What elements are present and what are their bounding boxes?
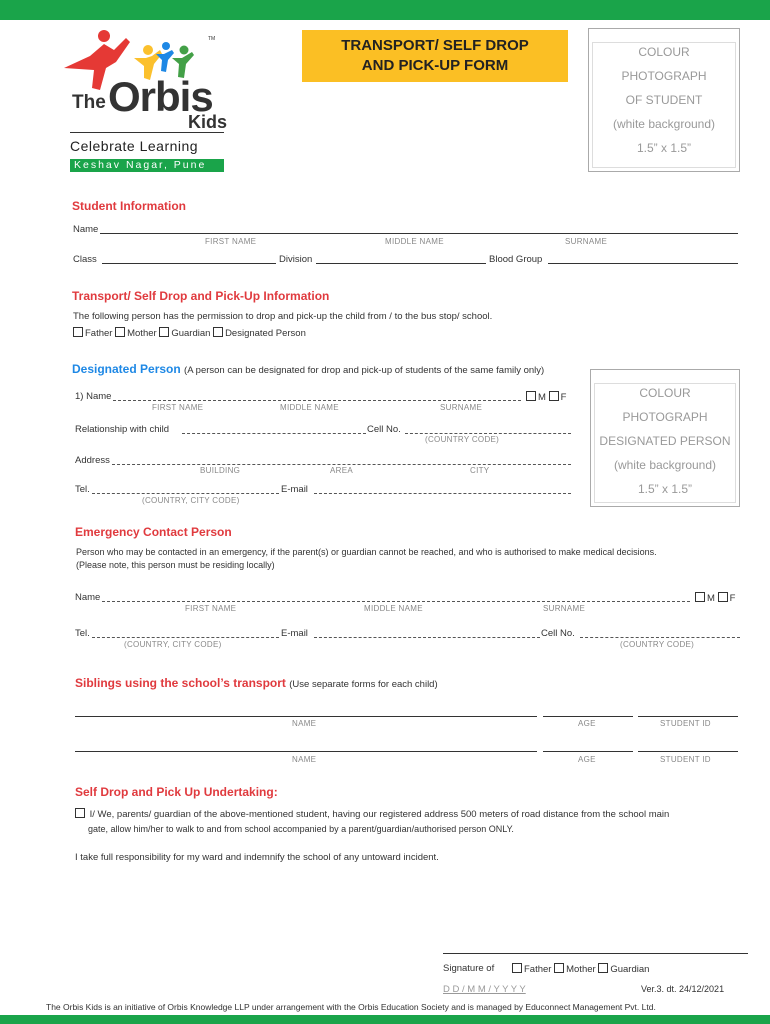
top-green-bar xyxy=(0,0,770,20)
logo-location: Keshav Nagar, Pune xyxy=(70,159,224,172)
emergency-name-label: Name xyxy=(75,592,101,603)
gender-m-checkbox[interactable] xyxy=(695,592,705,602)
photo-text: 1.5” x 1.5” xyxy=(636,141,692,155)
student-photo-box[interactable] xyxy=(588,28,740,172)
logo-text-orbis: Orbis xyxy=(108,73,213,120)
emergency-gender xyxy=(695,592,735,604)
gender-m-label: M xyxy=(538,392,546,403)
emergency-cell-label: Cell No. xyxy=(541,628,575,639)
age-caption: AGE xyxy=(578,755,596,764)
division-field[interactable] xyxy=(316,263,486,264)
designated-email-field[interactable] xyxy=(314,493,571,494)
option-father[interactable] xyxy=(73,328,112,339)
undertaking-heading: Self Drop and Pick Up Undertaking: xyxy=(75,785,278,799)
country-code-caption: (COUNTRY CODE) xyxy=(620,640,695,649)
undertaking-line1 xyxy=(75,808,669,820)
option-designated[interactable] xyxy=(213,328,306,339)
middle-name-caption: MIDDLE NAME xyxy=(385,237,444,246)
blood-group-field[interactable] xyxy=(548,263,738,264)
option-label: Father xyxy=(524,964,552,975)
emergency-heading: Emergency Contact Person xyxy=(75,525,232,539)
designated-gender xyxy=(526,391,566,403)
undertaking-text: I/ We, parents/ guardian of the above-mentioned student, having our registered address 500 meters of road distance from the school main xyxy=(89,809,670,820)
blood-group-label: Blood Group xyxy=(489,254,543,265)
country-city-code-caption: (COUNTRY, CITY CODE) xyxy=(124,640,222,649)
undertaking-text: gate, allow him/her to walk to and from school accompanied by a parent/guardian/authorised person ONLY. xyxy=(88,824,514,834)
option-label: Father xyxy=(85,328,113,339)
country-code-caption: (COUNTRY CODE) xyxy=(425,435,500,444)
name-caption: NAME xyxy=(292,755,317,764)
emergency-text: Person who may be contacted in an emergency, if the parent(s) or guardian cannot be reached, and who is authorised to make medical decisions. xyxy=(76,547,657,557)
gender-f-checkbox[interactable] xyxy=(718,592,728,602)
emergency-email-label: E-mail xyxy=(281,628,308,639)
signature-options xyxy=(512,963,649,975)
option-label: Guardian xyxy=(610,964,650,975)
checkbox[interactable] xyxy=(554,963,564,973)
age-caption: AGE xyxy=(578,719,596,728)
city-caption: CITY xyxy=(470,466,490,475)
checkbox[interactable] xyxy=(159,327,169,337)
photo-text: COLOUR xyxy=(639,386,691,400)
designated-photo-box[interactable] xyxy=(590,369,740,507)
logo-text-the: The xyxy=(72,92,106,113)
footer-text: The Orbis Kids is an initiative of Orbis Knowledge LLP under arrangement with the Orbis Education Society and is managed by Educonnect Management Pvt. Ltd. xyxy=(46,1002,656,1012)
sibling1-name-field[interactable] xyxy=(75,716,537,717)
division-label: Division xyxy=(279,254,313,265)
date-field[interactable]: D D / M M / Y Y Y Y xyxy=(443,984,526,995)
form-title-line2: AND PICK-UP FORM xyxy=(361,57,509,74)
first-name-caption: FIRST NAME xyxy=(185,604,237,613)
address-field[interactable] xyxy=(112,464,571,465)
form-title xyxy=(302,30,568,82)
relationship-label: Relationship with child xyxy=(75,424,169,435)
option-mother[interactable] xyxy=(115,328,157,339)
photo-frame xyxy=(592,42,736,168)
surname-caption: SURNAME xyxy=(543,604,586,613)
surname-caption: SURNAME xyxy=(565,237,608,246)
photo-text: OF STUDENT xyxy=(625,93,703,107)
school-logo xyxy=(60,28,230,178)
gender-f-checkbox[interactable] xyxy=(549,391,559,401)
transport-text: The following person has the permission to drop and pick-up the child from / to the bus stop/ school. xyxy=(73,311,493,322)
gender-f-label: F xyxy=(729,593,736,604)
gender-m-label: M xyxy=(707,593,715,604)
gender-f-label: F xyxy=(560,392,567,403)
photo-text: (white background) xyxy=(613,458,717,472)
checkbox[interactable] xyxy=(512,963,522,973)
emergency-email-field[interactable] xyxy=(314,637,540,638)
form-title-line1: TRANSPORT/ SELF DROP xyxy=(341,37,529,54)
student-name-field[interactable] xyxy=(100,233,738,234)
siblings-note: (Use separate forms for each child) xyxy=(289,679,438,690)
middle-name-caption: MIDDLE NAME xyxy=(280,403,339,412)
designated-tel-label: Tel. xyxy=(75,484,90,495)
designated-email-label: E-mail xyxy=(281,484,308,495)
designated-tel-field[interactable] xyxy=(92,493,279,494)
middle-name-caption: MIDDLE NAME xyxy=(364,604,423,613)
photo-text: COLOUR xyxy=(638,45,690,59)
bottom-green-bar xyxy=(0,1015,770,1024)
address-label: Address xyxy=(75,455,110,466)
designated-heading: Designated Person xyxy=(72,362,181,376)
class-field[interactable] xyxy=(102,263,276,264)
emergency-tel-label: Tel. xyxy=(75,628,90,639)
sibling2-age-field[interactable] xyxy=(543,751,633,752)
designated-cell-field[interactable] xyxy=(405,433,571,434)
designated-note: (A person can be designated for drop and pick-up of students of the same family only) xyxy=(184,365,545,376)
class-label: Class xyxy=(73,254,97,265)
photo-frame xyxy=(594,383,736,503)
checkbox[interactable] xyxy=(115,327,125,337)
option-label: Mother xyxy=(127,328,157,339)
student-id-caption: STUDENT ID xyxy=(660,755,711,764)
designated-name-label: 1) Name xyxy=(75,391,112,402)
option-label: Guardian xyxy=(171,328,211,339)
photo-text: PHOTOGRAPH xyxy=(622,410,708,424)
area-caption: AREA xyxy=(330,466,353,475)
emergency-name-field[interactable] xyxy=(102,601,690,602)
undertaking-responsibility: I take full responsibility for my ward and indemnify the school of any untoward incident. xyxy=(75,852,439,863)
student-info-heading: Student Information xyxy=(72,199,186,213)
designated-name-field[interactable] xyxy=(113,400,521,401)
version-text: Ver.3. dt. 24/12/2021 xyxy=(641,984,725,994)
undertaking-checkbox[interactable] xyxy=(75,808,85,818)
siblings-heading: Siblings using the school’s transport xyxy=(75,676,286,690)
transport-options xyxy=(73,327,306,339)
sibling2-id-field[interactable] xyxy=(638,751,738,752)
designated-cell-label: Cell No. xyxy=(367,424,401,435)
signature-label: Signature of xyxy=(443,963,495,974)
sibling1-age-field[interactable] xyxy=(543,716,633,717)
photo-text: DESIGNATED PERSON xyxy=(599,434,731,448)
gender-m-checkbox[interactable] xyxy=(526,391,536,401)
logo-tm: TM xyxy=(208,36,216,42)
emergency-tel-field[interactable] xyxy=(92,637,279,638)
transport-heading: Transport/ Self Drop and Pick-Up Information xyxy=(72,289,330,303)
option-label: Mother xyxy=(566,964,596,975)
logo-divider xyxy=(70,132,224,133)
relationship-field[interactable] xyxy=(182,433,366,434)
emergency-cell-field[interactable] xyxy=(580,637,740,638)
first-name-caption: FIRST NAME xyxy=(205,237,257,246)
sibling1-id-field[interactable] xyxy=(638,716,738,717)
name-caption: NAME xyxy=(292,719,317,728)
option-label: Designated Person xyxy=(225,328,306,339)
emergency-note: (Please note, this person must be residing locally) xyxy=(76,560,275,570)
first-name-caption: FIRST NAME xyxy=(152,403,204,412)
student-id-caption: STUDENT ID xyxy=(660,719,711,728)
siblings-heading-row xyxy=(75,676,438,690)
signature-field[interactable] xyxy=(443,953,748,954)
student-name-label: Name xyxy=(73,224,99,235)
checkbox[interactable] xyxy=(213,327,223,337)
sibling2-name-field[interactable] xyxy=(75,751,537,752)
checkbox[interactable] xyxy=(598,963,608,973)
photo-text: (white background) xyxy=(612,117,716,131)
country-city-code-caption: (COUNTRY, CITY CODE) xyxy=(142,496,240,505)
photo-text: PHOTOGRAPH xyxy=(621,69,707,83)
building-caption: BUILDING xyxy=(200,466,241,475)
logo-text-kids: Kids xyxy=(188,112,228,132)
photo-text: 1.5” x 1.5” xyxy=(637,482,693,496)
surname-caption: SURNAME xyxy=(440,403,483,412)
option-guardian[interactable] xyxy=(159,328,210,339)
designated-heading-row xyxy=(72,362,544,376)
checkbox[interactable] xyxy=(73,327,83,337)
logo-tagline: Celebrate Learning xyxy=(70,138,199,154)
